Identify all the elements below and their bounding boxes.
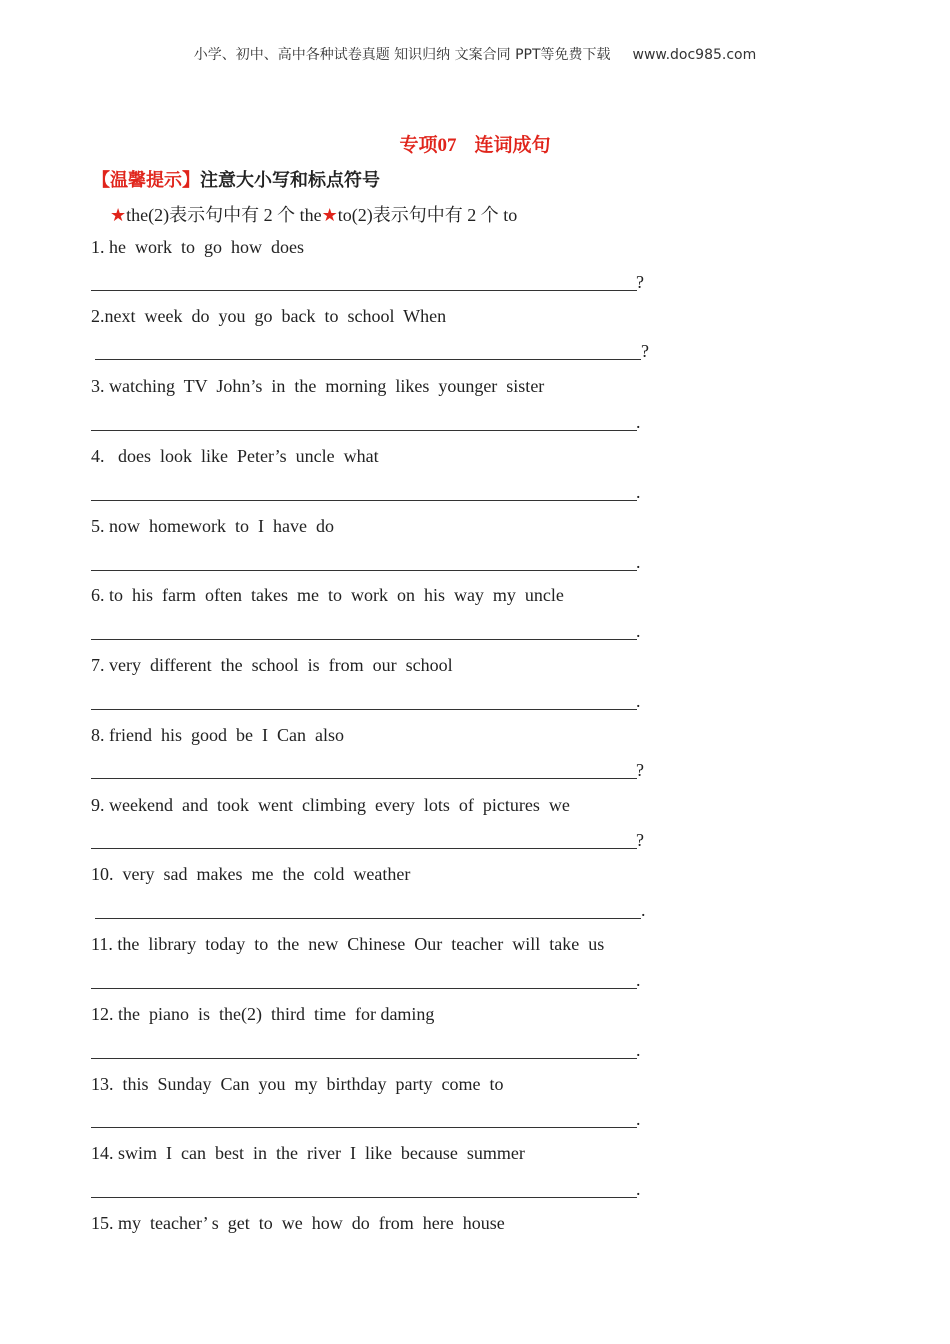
answer-line[interactable] (91, 778, 637, 779)
answer-line[interactable] (91, 570, 637, 571)
title-part2: 连词成句 (474, 135, 551, 156)
tip-label: 【温馨提示】 (92, 170, 200, 191)
question-text: 6. to his farm often takes me to work on his way my uncle (91, 585, 564, 605)
end-punctuation: . (636, 552, 641, 572)
end-punctuation: . (636, 691, 641, 711)
answer-line[interactable] (91, 1058, 637, 1059)
end-punctuation: . (636, 1040, 641, 1060)
question-text: 11. the library today to the new Chinese Our teacher will take us (91, 934, 605, 954)
question-text: 2.next week do you go back to school When (91, 306, 447, 326)
title-part1: 专项07 (399, 135, 457, 156)
tip (92, 166, 380, 192)
end-punctuation: . (641, 900, 646, 920)
end-punctuation: ? (641, 341, 649, 361)
question-text: 9. weekend and took went climbing every lots of pictures we (91, 795, 570, 815)
question-text: 8. friend his good be I Can also (91, 725, 344, 745)
answer-line[interactable] (91, 500, 637, 501)
answer-line[interactable] (91, 988, 637, 989)
question-text: 12. the piano is the(2) third time for daming (91, 1004, 435, 1024)
answer-line[interactable] (95, 359, 641, 360)
question-text: 13. this Sunday Can you my birthday party come to (91, 1074, 504, 1094)
end-punctuation: . (636, 621, 641, 641)
page-title (0, 130, 950, 157)
answer-line[interactable] (91, 290, 637, 291)
answer-line[interactable] (91, 1127, 637, 1128)
end-punctuation: ? (636, 272, 644, 292)
star-icon: ★ (321, 205, 338, 225)
question-text: 15. my teacher’ s get to we how do from here house (91, 1213, 505, 1233)
end-punctuation: . (636, 412, 641, 432)
answer-line[interactable] (91, 430, 637, 431)
end-punctuation: . (636, 1179, 641, 1199)
question-text: 7. very different the school is from our school (91, 655, 453, 675)
answer-line[interactable] (95, 918, 641, 919)
end-punctuation: . (636, 1109, 641, 1129)
answer-line[interactable] (91, 848, 637, 849)
end-punctuation: . (636, 970, 641, 990)
question-text: 4. does look like Peter’s uncle what (91, 446, 379, 466)
end-punctuation: ? (636, 760, 644, 780)
header-site: www.doc985.com (632, 47, 757, 63)
question-text: 10. very sad makes me the cold weather (91, 864, 411, 884)
note-part2: to(2)表示句中有 2 个 to (337, 205, 518, 225)
end-punctuation: . (636, 482, 641, 502)
tip-text: 注意大小写和标点符号 (200, 170, 380, 191)
answer-line[interactable] (91, 639, 637, 640)
end-punctuation: ? (636, 830, 644, 850)
answer-line[interactable] (91, 709, 637, 710)
note (110, 201, 517, 227)
question-text: 1. he work to go how does (91, 237, 304, 257)
note-part1: the(2)表示句中有 2 个 the (126, 205, 322, 225)
answer-line[interactable] (91, 1197, 637, 1198)
page-header (0, 44, 950, 64)
star-icon: ★ (110, 205, 127, 225)
question-text: 3. watching TV John’s in the morning likes younger sister (91, 376, 545, 396)
question-text: 14. swim I can best in the river I like because summer (91, 1143, 525, 1163)
header-text: 小学、初中、高中各种试卷真题 知识归纳 文案合同 PPT等免费下载 (193, 47, 611, 63)
question-text: 5. now homework to I have do (91, 516, 334, 536)
